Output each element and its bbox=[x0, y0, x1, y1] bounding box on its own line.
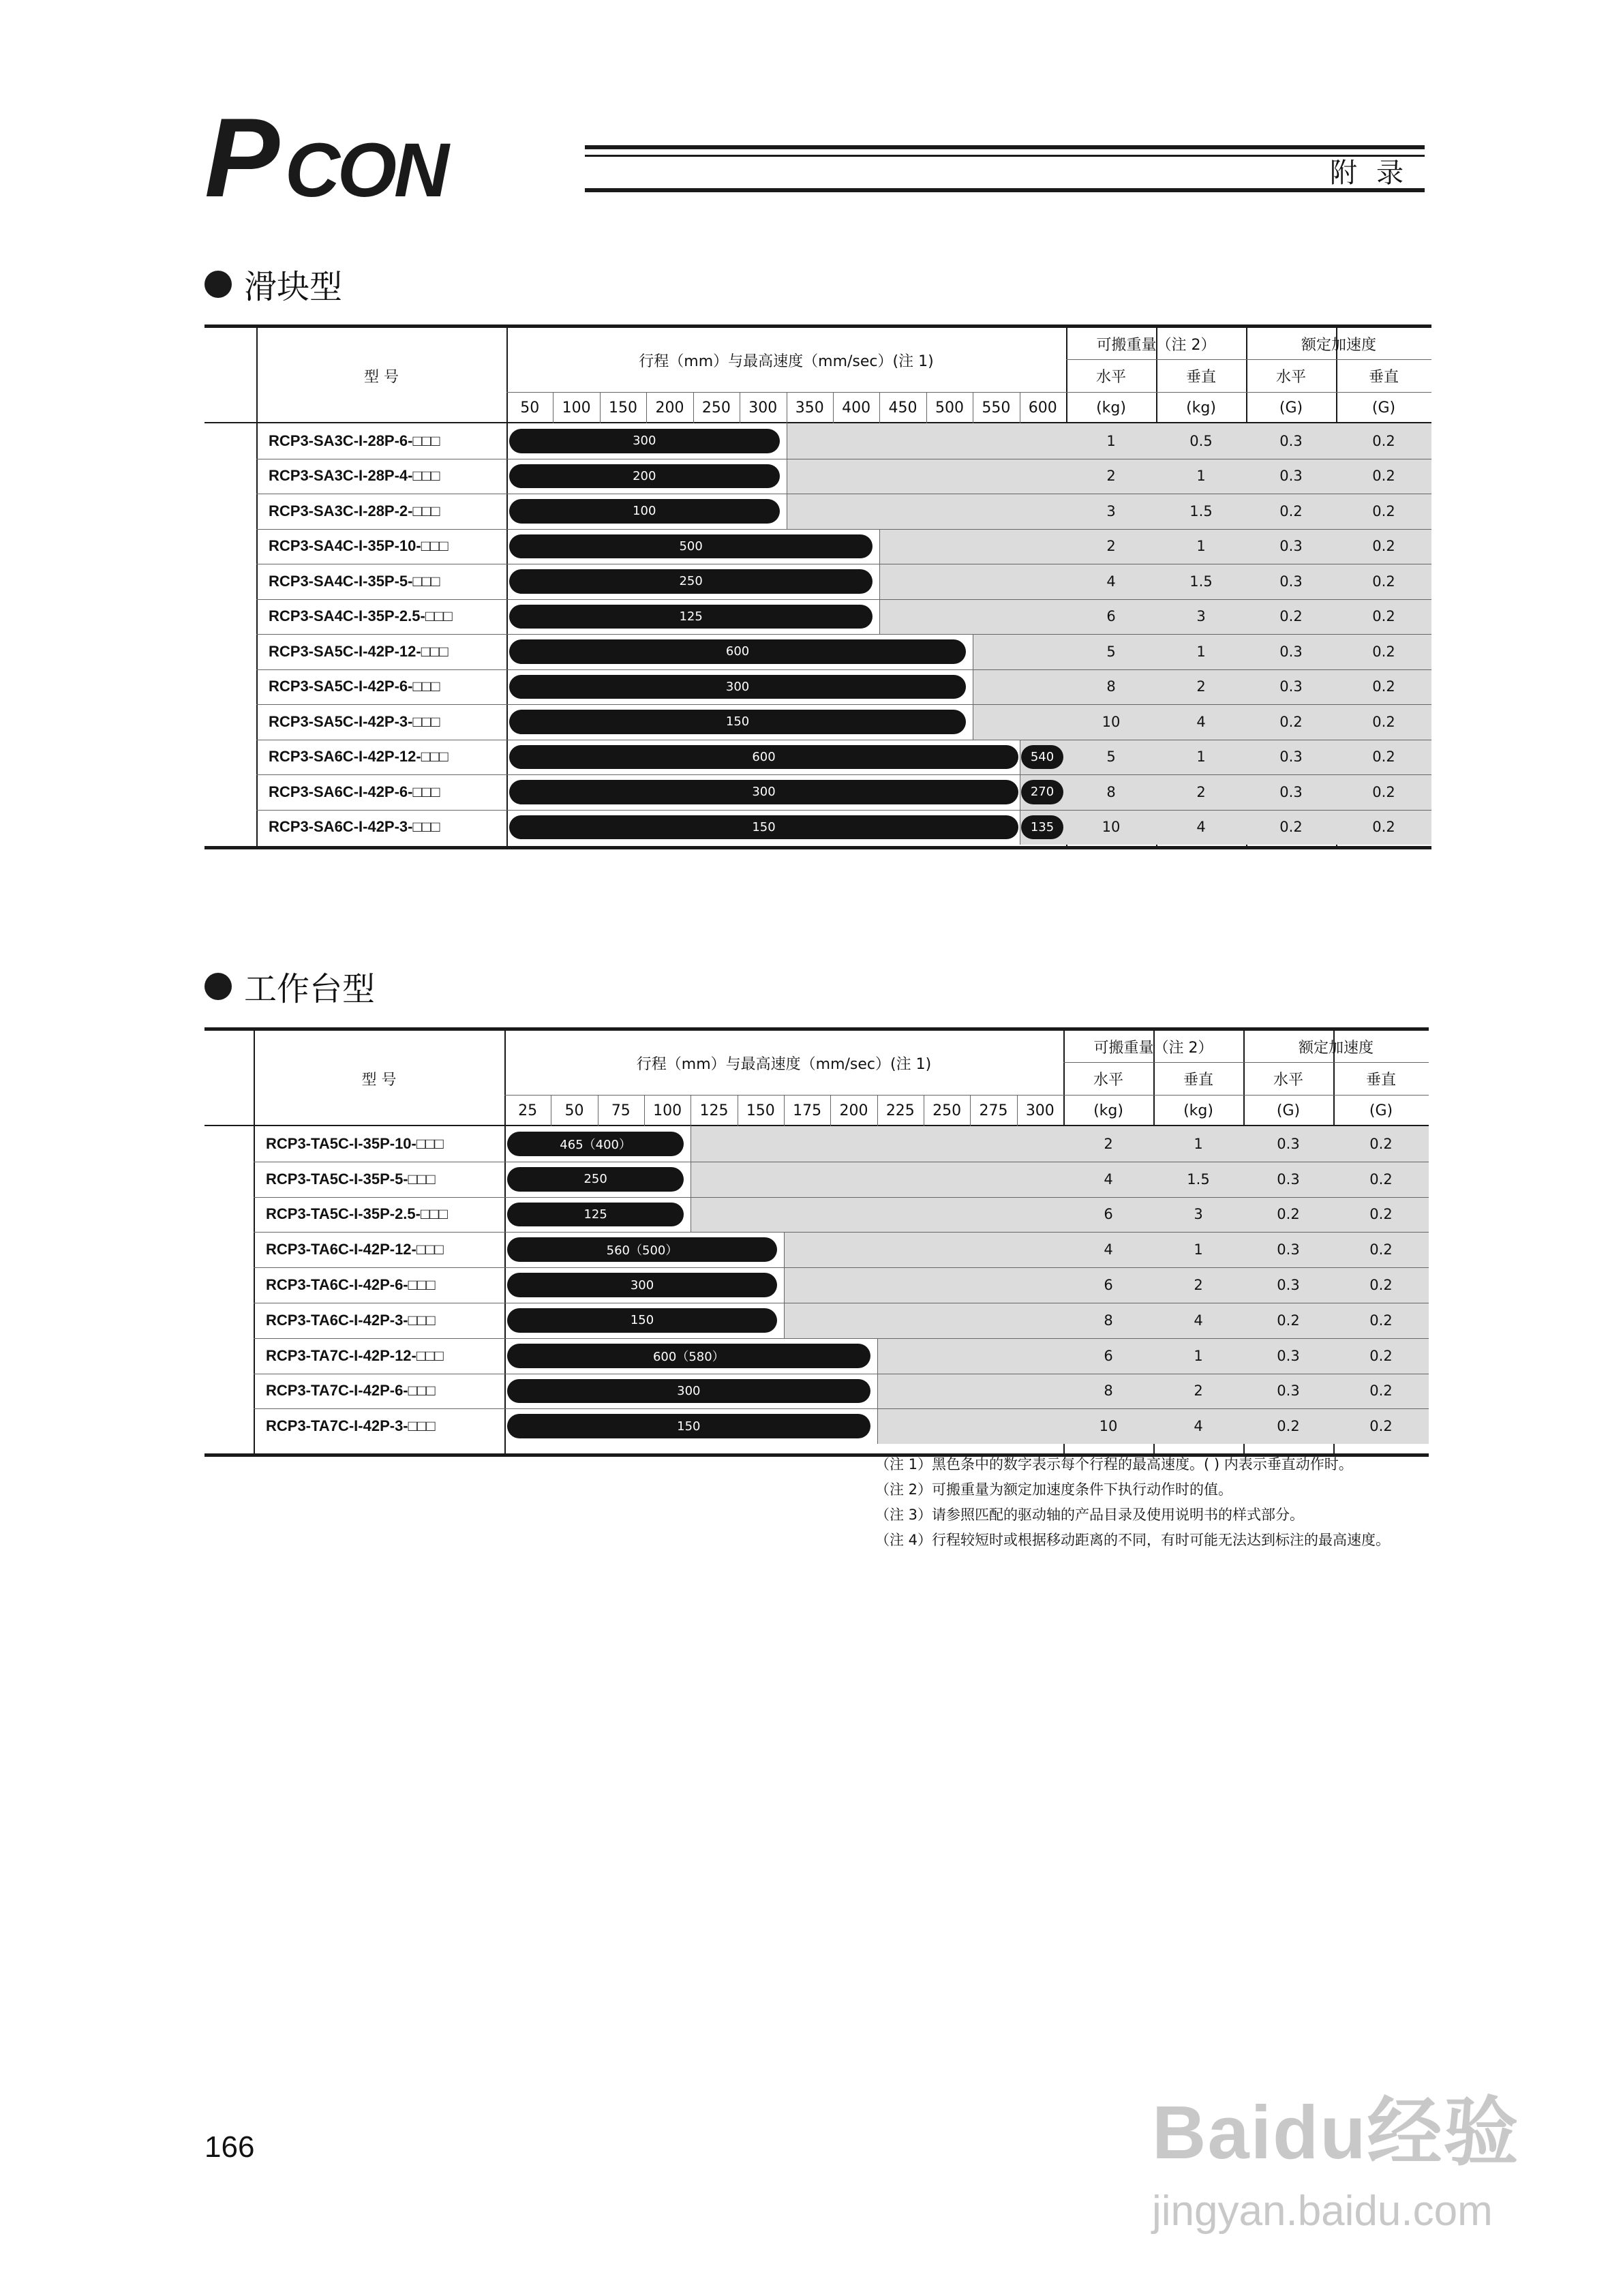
unavailable-stroke bbox=[879, 599, 1066, 635]
sub-header: 水平 bbox=[1093, 1071, 1123, 1089]
section-label: 附录 bbox=[1330, 157, 1423, 189]
spec-value: 5 bbox=[1106, 749, 1116, 766]
model-name: RCP3-TA6C-I-42P-6-□□□ bbox=[266, 1276, 436, 1294]
unit-header: (kg) bbox=[1096, 399, 1126, 417]
sub-header: 水平 bbox=[1095, 368, 1126, 386]
stroke-tick-label: 100 bbox=[562, 399, 591, 417]
spec-value: 0.2 bbox=[1369, 1135, 1393, 1152]
stroke-tick-label: 125 bbox=[699, 1102, 729, 1119]
unavailable-stroke bbox=[973, 704, 1066, 740]
model-name: RCP3-TA5C-I-35P-10-□□□ bbox=[266, 1134, 444, 1152]
spec-value: 0.2 bbox=[1372, 819, 1395, 836]
header-rule bbox=[585, 145, 1425, 192]
speed-bar: 150 bbox=[509, 710, 966, 734]
model-name: RCP3-TA7C-I-42P-6-□□□ bbox=[266, 1382, 436, 1400]
speed-bar: 600（580） bbox=[507, 1344, 870, 1368]
unit-header: (G) bbox=[1276, 1102, 1301, 1119]
footnotes bbox=[875, 1452, 1390, 1553]
stroke-tick-label: 175 bbox=[793, 1102, 822, 1119]
stroke-tick-divider bbox=[1017, 1095, 1018, 1126]
spec-value: 0.3 bbox=[1277, 1135, 1300, 1152]
spec-value: 0.2 bbox=[1277, 1418, 1300, 1435]
stroke-tick-label: 300 bbox=[1025, 1102, 1055, 1119]
unavailable-stroke bbox=[973, 669, 1066, 705]
unavailable-stroke bbox=[877, 1374, 1063, 1409]
unavailable-stroke bbox=[877, 1338, 1063, 1374]
stroke-tick-label: 600 bbox=[1028, 399, 1057, 417]
model-name: RCP3-SA3C-I-28P-2-□□□ bbox=[269, 502, 440, 519]
spec-value: 0.2 bbox=[1372, 538, 1395, 555]
speed-bar: 600 bbox=[509, 745, 1018, 770]
spec-value: 0.2 bbox=[1369, 1170, 1393, 1188]
unit-header: (G) bbox=[1369, 1102, 1393, 1119]
speed-bar: 300 bbox=[509, 675, 966, 699]
model-name: RCP3-SA4C-I-35P-2.5-□□□ bbox=[269, 607, 453, 625]
stroke-tick-label: 50 bbox=[520, 399, 540, 417]
spec-value: 1 bbox=[1196, 749, 1206, 766]
bullet-icon bbox=[204, 973, 232, 1000]
spec-value: 0.2 bbox=[1369, 1347, 1393, 1364]
unavailable-stroke bbox=[787, 494, 1067, 529]
spec-value: 4 bbox=[1106, 573, 1116, 590]
speed-bar: 150 bbox=[507, 1308, 777, 1333]
column-header-payload: 可搬重量（注 2） bbox=[1093, 1039, 1213, 1057]
stroke-tick-label: 300 bbox=[748, 399, 778, 417]
spec-value: 1 bbox=[1194, 1135, 1203, 1152]
spec-value: 1.5 bbox=[1189, 502, 1213, 519]
page-number: 166 bbox=[204, 2130, 255, 2164]
speed-bar: 200 bbox=[509, 464, 780, 489]
unit-header: (kg) bbox=[1183, 1102, 1213, 1119]
stroke-tick-label: 150 bbox=[746, 1102, 775, 1119]
stroke-tick-label: 75 bbox=[611, 1102, 631, 1119]
spec-value: 0.5 bbox=[1189, 432, 1213, 449]
speed-bar: 500 bbox=[509, 534, 873, 559]
stroke-tick-divider bbox=[833, 392, 834, 423]
spec-value: 0.2 bbox=[1369, 1383, 1393, 1400]
spec-value: 0.3 bbox=[1279, 678, 1303, 695]
spec-value: 0.2 bbox=[1369, 1418, 1393, 1435]
unavailable-stroke bbox=[784, 1303, 1063, 1338]
spec-value: 10 bbox=[1102, 713, 1121, 730]
spec-value: 0.2 bbox=[1369, 1312, 1393, 1329]
model-name: RCP3-SA5C-I-42P-6-□□□ bbox=[269, 678, 440, 695]
spec-value: 0.2 bbox=[1279, 608, 1303, 625]
sub-header: 垂直 bbox=[1365, 1071, 1396, 1089]
unavailable-stroke bbox=[879, 564, 1066, 599]
stroke-tick-divider bbox=[693, 392, 694, 423]
stroke-tick-label: 200 bbox=[655, 399, 684, 417]
footnote: （注 1）黑色条中的数字表示每个行程的最高速度。( ) 内表示垂直动作时。 bbox=[875, 1456, 1353, 1472]
column-header-accel: 额定加速度 bbox=[1301, 336, 1376, 354]
spec-value: 6 bbox=[1104, 1347, 1113, 1364]
spec-value: 2 bbox=[1194, 1277, 1203, 1294]
spec-value: 0.2 bbox=[1277, 1206, 1300, 1223]
spec-value: 8 bbox=[1106, 783, 1116, 800]
unavailable-stroke bbox=[787, 459, 1067, 494]
sub-header: 垂直 bbox=[1368, 368, 1399, 386]
stroke-tick-label: 400 bbox=[842, 399, 871, 417]
spec-value: 2 bbox=[1106, 468, 1116, 485]
unavailable-stroke bbox=[691, 1162, 1063, 1197]
spec-value: 4 bbox=[1196, 713, 1206, 730]
unit-header: (G) bbox=[1371, 399, 1396, 417]
stroke-limit-line bbox=[784, 1267, 785, 1303]
stroke-tick-label: 50 bbox=[564, 1102, 584, 1119]
spec-value: 0.2 bbox=[1277, 1312, 1300, 1329]
stroke-tick-label: 250 bbox=[932, 1102, 962, 1119]
pcon-logo bbox=[204, 109, 586, 211]
stroke-tick-divider bbox=[646, 392, 647, 423]
speed-bar: 100 bbox=[509, 499, 780, 524]
speed-bar-extended: 135 bbox=[1021, 815, 1063, 840]
stroke-tick-label: 100 bbox=[653, 1102, 682, 1119]
spec-value: 0.2 bbox=[1369, 1241, 1393, 1258]
stroke-tick-divider bbox=[926, 392, 927, 423]
stroke-limit-line bbox=[879, 564, 880, 599]
spec-value: 1.5 bbox=[1189, 573, 1213, 590]
spec-value: 0.3 bbox=[1277, 1383, 1300, 1400]
column-header-stroke: 行程（mm）与最高速度（mm/sec）(注 1) bbox=[639, 352, 934, 370]
column-header-payload: 可搬重量（注 2） bbox=[1096, 336, 1216, 354]
speed-bar: 150 bbox=[507, 1414, 870, 1438]
spec-value: 0.3 bbox=[1279, 573, 1303, 590]
table-type-spec-table bbox=[204, 1027, 1429, 1457]
spec-value: 3 bbox=[1106, 502, 1116, 519]
spec-value: 2 bbox=[1196, 783, 1206, 800]
stroke-tick-divider bbox=[830, 1095, 831, 1126]
speed-bar: 250 bbox=[509, 569, 873, 594]
model-name: RCP3-SA5C-I-42P-3-□□□ bbox=[269, 712, 440, 730]
footnote: （注 3）请参照匹配的驱动轴的产品目录及使用说明书的样式部分。 bbox=[875, 1507, 1305, 1523]
model-name: RCP3-SA6C-I-42P-12-□□□ bbox=[269, 748, 449, 766]
spec-value: 0.2 bbox=[1372, 678, 1395, 695]
stroke-tick-label: 225 bbox=[885, 1102, 915, 1119]
bullet-icon bbox=[204, 271, 232, 298]
spec-value: 0.2 bbox=[1372, 713, 1395, 730]
spec-value: 2 bbox=[1104, 1135, 1113, 1152]
spec-value: 6 bbox=[1104, 1206, 1113, 1223]
spec-value: 0.3 bbox=[1277, 1347, 1300, 1364]
model-name: RCP3-TA6C-I-42P-3-□□□ bbox=[266, 1311, 436, 1329]
svg-text:P: P bbox=[204, 109, 280, 211]
column-header-accel: 额定加速度 bbox=[1298, 1039, 1374, 1057]
column-header-model: 型 号 bbox=[361, 1071, 397, 1089]
unavailable-stroke bbox=[691, 1126, 1063, 1162]
spec-value: 0.2 bbox=[1279, 819, 1303, 836]
section-title-text: 滑块型 bbox=[244, 268, 343, 306]
baidu-watermark bbox=[1152, 2072, 1534, 2250]
speed-bar: 300 bbox=[509, 780, 1018, 804]
spec-value: 1 bbox=[1194, 1241, 1203, 1258]
spec-value: 4 bbox=[1194, 1312, 1203, 1329]
stroke-tick-label: 350 bbox=[795, 399, 824, 417]
spec-value: 0.3 bbox=[1277, 1241, 1300, 1258]
unit-header: (kg) bbox=[1186, 399, 1216, 417]
spec-value: 0.3 bbox=[1279, 538, 1303, 555]
speed-bar: 465（400） bbox=[507, 1132, 684, 1156]
section-title-slider bbox=[204, 260, 342, 307]
unavailable-stroke bbox=[784, 1232, 1063, 1267]
spec-value: 0.3 bbox=[1279, 749, 1303, 766]
speed-bar-extended: 540 bbox=[1021, 745, 1063, 770]
spec-value: 8 bbox=[1104, 1312, 1113, 1329]
watermark-url: jingyan.baidu.com bbox=[1152, 2188, 1493, 2235]
model-name: RCP3-SA4C-I-35P-5-□□□ bbox=[269, 572, 440, 590]
unavailable-stroke bbox=[787, 423, 1067, 459]
section-title-table bbox=[204, 963, 375, 1010]
stroke-tick-label: 550 bbox=[982, 399, 1011, 417]
model-name: RCP3-TA6C-I-42P-12-□□□ bbox=[266, 1241, 444, 1258]
sub-header: 水平 bbox=[1273, 1071, 1303, 1089]
sub-header: 垂直 bbox=[1183, 1071, 1213, 1089]
speed-bar: 250 bbox=[507, 1167, 684, 1192]
spec-value: 10 bbox=[1099, 1418, 1118, 1435]
unit-header: (kg) bbox=[1093, 1102, 1123, 1119]
model-name: RCP3-SA6C-I-42P-6-□□□ bbox=[269, 783, 440, 800]
column-header-model: 型 号 bbox=[364, 368, 399, 386]
spec-value: 4 bbox=[1104, 1170, 1113, 1188]
stroke-limit-line bbox=[877, 1408, 878, 1444]
spec-value: 4 bbox=[1194, 1418, 1203, 1435]
spec-value: 1 bbox=[1194, 1347, 1203, 1364]
spec-value: 0.2 bbox=[1372, 643, 1395, 660]
speed-bar: 300 bbox=[507, 1379, 870, 1404]
model-name: RCP3-SA3C-I-28P-4-□□□ bbox=[269, 467, 440, 485]
unit-header: (G) bbox=[1279, 399, 1303, 417]
model-name: RCP3-TA7C-I-42P-3-□□□ bbox=[266, 1417, 436, 1435]
spec-value: 0.2 bbox=[1372, 783, 1395, 800]
model-name: RCP3-TA5C-I-35P-2.5-□□□ bbox=[266, 1205, 448, 1223]
stroke-limit-line bbox=[879, 599, 880, 635]
stroke-tick-label: 450 bbox=[888, 399, 917, 417]
spec-value: 1.5 bbox=[1187, 1170, 1210, 1188]
spec-value: 0.3 bbox=[1277, 1277, 1300, 1294]
stroke-tick-label: 150 bbox=[609, 399, 638, 417]
speed-bar: 300 bbox=[507, 1273, 777, 1297]
spec-value: 3 bbox=[1196, 608, 1206, 625]
speed-bar-extended: 270 bbox=[1021, 780, 1063, 804]
speed-bar: 600 bbox=[509, 639, 966, 664]
svg-text:CON: CON bbox=[285, 127, 446, 211]
stroke-tick-divider bbox=[877, 1095, 878, 1126]
model-name: RCP3-SA5C-I-42P-12-□□□ bbox=[269, 642, 449, 660]
unavailable-stroke bbox=[879, 529, 1066, 564]
spec-value: 0.2 bbox=[1372, 749, 1395, 766]
section-title-text: 工作台型 bbox=[244, 970, 376, 1008]
unavailable-stroke bbox=[691, 1197, 1063, 1233]
speed-bar: 560（500） bbox=[507, 1237, 777, 1262]
model-name: RCP3-SA4C-I-35P-10-□□□ bbox=[269, 537, 449, 555]
model-name: RCP3-SA6C-I-42P-3-□□□ bbox=[269, 818, 440, 836]
stroke-tick-divider bbox=[600, 392, 601, 423]
column-header-stroke: 行程（mm）与最高速度（mm/sec）(注 1) bbox=[636, 1055, 932, 1073]
spec-value: 0.3 bbox=[1279, 468, 1303, 485]
spec-value: 0.2 bbox=[1372, 502, 1395, 519]
spec-value: 0.2 bbox=[1279, 502, 1303, 519]
spec-value: 2 bbox=[1106, 538, 1116, 555]
spec-value: 6 bbox=[1106, 608, 1116, 625]
spec-value: 3 bbox=[1194, 1206, 1203, 1223]
speed-bar: 150 bbox=[509, 815, 1018, 840]
speed-bar: 125 bbox=[509, 605, 873, 629]
spec-value: 0.2 bbox=[1279, 713, 1303, 730]
sub-header: 垂直 bbox=[1185, 368, 1216, 386]
spec-value: 2 bbox=[1194, 1383, 1203, 1400]
stroke-tick-label: 250 bbox=[701, 399, 731, 417]
stroke-tick-label: 200 bbox=[839, 1102, 868, 1119]
stroke-tick-divider bbox=[879, 392, 880, 423]
spec-value: 8 bbox=[1106, 678, 1116, 695]
stroke-limit-line bbox=[879, 529, 880, 564]
stroke-limit-line bbox=[877, 1338, 878, 1374]
spec-value: 0.2 bbox=[1369, 1277, 1393, 1294]
model-name: RCP3-TA5C-I-35P-5-□□□ bbox=[266, 1170, 436, 1188]
spec-value: 0.2 bbox=[1372, 468, 1395, 485]
spec-value: 0.2 bbox=[1372, 608, 1395, 625]
stroke-limit-line bbox=[784, 1232, 785, 1267]
unavailable-stroke bbox=[973, 634, 1066, 669]
spec-value: 1 bbox=[1196, 643, 1206, 660]
spec-value: 1 bbox=[1196, 538, 1206, 555]
slider-spec-table bbox=[204, 324, 1431, 849]
stroke-tick-label: 500 bbox=[935, 399, 964, 417]
spec-value: 0.2 bbox=[1372, 573, 1395, 590]
stroke-limit-line bbox=[784, 1303, 785, 1338]
spec-value: 0.3 bbox=[1279, 643, 1303, 660]
unavailable-stroke bbox=[877, 1408, 1063, 1444]
speed-bar: 300 bbox=[509, 429, 780, 453]
stroke-limit-line bbox=[877, 1374, 878, 1409]
spec-value: 0.3 bbox=[1279, 783, 1303, 800]
unavailable-stroke bbox=[784, 1267, 1063, 1303]
model-name: RCP3-TA7C-I-42P-12-□□□ bbox=[266, 1346, 444, 1364]
spec-value: 2 bbox=[1196, 678, 1206, 695]
speed-bar: 125 bbox=[507, 1203, 684, 1227]
spec-value: 4 bbox=[1104, 1241, 1113, 1258]
stroke-tick-divider bbox=[784, 1095, 785, 1126]
footnote: （注 2）可搬重量为额定加速度条件下执行动作时的值。 bbox=[875, 1481, 1233, 1498]
spec-value: 0.2 bbox=[1372, 432, 1395, 449]
spec-value: 10 bbox=[1102, 819, 1121, 836]
spec-value: 4 bbox=[1196, 819, 1206, 836]
spec-value: 1 bbox=[1106, 432, 1116, 449]
spec-value: 0.2 bbox=[1369, 1206, 1393, 1223]
spec-value: 0.3 bbox=[1279, 432, 1303, 449]
spec-value: 0.3 bbox=[1277, 1170, 1300, 1188]
spec-value: 8 bbox=[1104, 1383, 1113, 1400]
stroke-tick-divider bbox=[644, 1095, 645, 1126]
sub-header: 水平 bbox=[1275, 368, 1306, 386]
footnote: （注 4）行程较短时或根据移动距离的不同，有时可能无法达到标注的最高速度。 bbox=[875, 1532, 1391, 1548]
watermark-brand: Baidu经验 bbox=[1152, 2091, 1520, 2175]
spec-value: 1 bbox=[1196, 468, 1206, 485]
stroke-tick-divider bbox=[970, 1095, 971, 1126]
spec-value: 5 bbox=[1106, 643, 1116, 660]
stroke-tick-label: 25 bbox=[518, 1102, 538, 1119]
stroke-tick-label: 275 bbox=[979, 1102, 1008, 1119]
spec-value: 6 bbox=[1104, 1277, 1113, 1294]
model-name: RCP3-SA3C-I-28P-6-□□□ bbox=[269, 432, 440, 449]
